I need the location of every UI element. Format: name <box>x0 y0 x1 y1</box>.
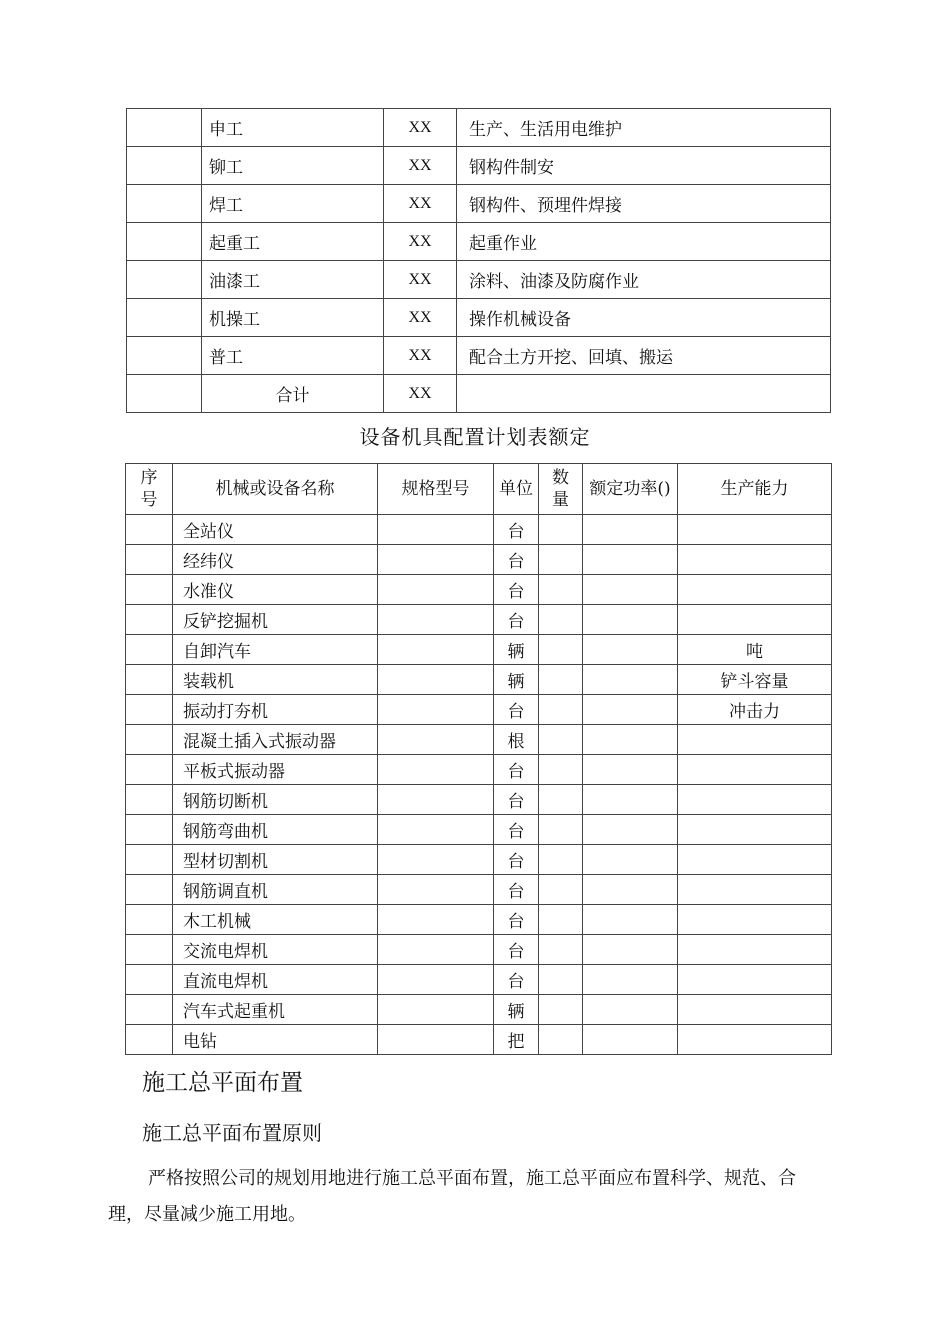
equipment-power <box>583 635 678 665</box>
table-row <box>126 725 832 755</box>
equipment-qty <box>539 635 583 665</box>
labor-type: 起重工 <box>202 223 384 261</box>
equipment-qty <box>539 515 583 545</box>
equipment-capacity <box>678 515 832 545</box>
equipment-power <box>583 575 678 605</box>
equipment-unit: 辆 <box>494 665 539 695</box>
equipment-capacity <box>678 575 832 605</box>
labor-empty-cell <box>127 223 202 261</box>
labor-qty: XX <box>384 223 457 261</box>
equipment-qty <box>539 845 583 875</box>
table-row <box>126 695 832 725</box>
equipment-model <box>378 605 494 635</box>
table-row <box>126 515 832 545</box>
table-row <box>126 1025 832 1055</box>
equipment-model <box>378 875 494 905</box>
section-heading: 施工总平面布置 <box>142 1070 303 1096</box>
equipment-model <box>378 575 494 605</box>
equipment-unit: 根 <box>494 725 539 755</box>
equipment-seq <box>126 935 173 965</box>
equipment-capacity <box>678 935 832 965</box>
equipment-qty <box>539 785 583 815</box>
labor-qty: XX <box>384 299 457 337</box>
equipment-capacity <box>678 605 832 635</box>
equipment-name: 钢筋切断机 <box>173 785 378 815</box>
labor-total-desc <box>457 375 831 413</box>
header-power: 额定功率() <box>583 464 678 515</box>
equipment-model <box>378 995 494 1025</box>
labor-empty-cell <box>127 375 202 413</box>
labor-empty-cell <box>127 299 202 337</box>
equipment-capacity: 冲击力 <box>678 695 832 725</box>
equipment-qty <box>539 965 583 995</box>
labor-type: 普工 <box>202 337 384 375</box>
table-row <box>126 875 832 905</box>
equipment-qty <box>539 665 583 695</box>
equipment-power <box>583 665 678 695</box>
table-row <box>127 261 831 299</box>
equipment-table-title: 设备机具配置计划表额定 <box>359 425 591 449</box>
equipment-seq <box>126 785 173 815</box>
equipment-power <box>583 965 678 995</box>
equipment-power <box>583 755 678 785</box>
equipment-capacity <box>678 785 832 815</box>
equipment-unit: 台 <box>494 515 539 545</box>
equipment-seq <box>126 725 173 755</box>
equipment-unit: 台 <box>494 935 539 965</box>
labor-qty: XX <box>384 261 457 299</box>
labor-empty-cell <box>127 147 202 185</box>
equipment-power <box>583 845 678 875</box>
equipment-capacity <box>678 755 832 785</box>
equipment-power <box>583 785 678 815</box>
equipment-model <box>378 935 494 965</box>
equipment-name: 电钻 <box>173 1025 378 1055</box>
equipment-power <box>583 695 678 725</box>
header-model: 规格型号 <box>378 464 494 515</box>
equipment-seq <box>126 515 173 545</box>
equipment-name: 全站仪 <box>173 515 378 545</box>
equipment-power <box>583 875 678 905</box>
labor-table-body <box>127 109 831 413</box>
equipment-seq <box>126 635 173 665</box>
labor-description: 钢构件制安 <box>457 147 831 185</box>
labor-empty-cell <box>127 185 202 223</box>
equipment-model <box>378 1025 494 1055</box>
header-qty: 数量 <box>539 464 583 515</box>
equipment-capacity <box>678 1025 832 1055</box>
equipment-seq <box>126 815 173 845</box>
equipment-qty <box>539 1025 583 1055</box>
equipment-qty <box>539 575 583 605</box>
table-row <box>127 185 831 223</box>
equipment-model <box>378 755 494 785</box>
equipment-seq <box>126 905 173 935</box>
equipment-name: 平板式振动器 <box>173 755 378 785</box>
equipment-name: 混凝土插入式振动器 <box>173 725 378 755</box>
equipment-header-row <box>126 464 832 515</box>
labor-type: 机操工 <box>202 299 384 337</box>
equipment-capacity: 吨 <box>678 635 832 665</box>
equipment-seq <box>126 1025 173 1055</box>
equipment-power <box>583 545 678 575</box>
labor-qty: XX <box>384 185 457 223</box>
equipment-unit: 台 <box>494 695 539 725</box>
header-capacity: 生产能力 <box>678 464 832 515</box>
equipment-model <box>378 545 494 575</box>
table-row <box>126 575 832 605</box>
equipment-seq <box>126 755 173 785</box>
equipment-qty <box>539 755 583 785</box>
table-row <box>126 815 832 845</box>
equipment-qty <box>539 605 583 635</box>
equipment-capacity <box>678 545 832 575</box>
equipment-seq <box>126 875 173 905</box>
equipment-name: 水准仪 <box>173 575 378 605</box>
equipment-seq <box>126 545 173 575</box>
table-row <box>126 755 832 785</box>
labor-type: 申工 <box>202 109 384 147</box>
equipment-qty <box>539 815 583 845</box>
labor-total-qty: XX <box>384 375 457 413</box>
equipment-model <box>378 785 494 815</box>
equipment-model <box>378 815 494 845</box>
equipment-table-body <box>126 515 832 1055</box>
labor-description: 钢构件、预埋件焊接 <box>457 185 831 223</box>
equipment-qty <box>539 875 583 905</box>
equipment-power <box>583 995 678 1025</box>
labor-empty-cell <box>127 109 202 147</box>
equipment-name: 振动打夯机 <box>173 695 378 725</box>
equipment-name: 装载机 <box>173 665 378 695</box>
table-row <box>126 845 832 875</box>
labor-type: 油漆工 <box>202 261 384 299</box>
equipment-name: 经纬仪 <box>173 545 378 575</box>
equipment-capacity <box>678 905 832 935</box>
equipment-power <box>583 1025 678 1055</box>
labor-empty-cell <box>127 337 202 375</box>
equipment-unit: 台 <box>494 965 539 995</box>
header-name: 机械或设备名称 <box>173 464 378 515</box>
equipment-qty <box>539 995 583 1025</box>
labor-description: 涂料、油漆及防腐作业 <box>457 261 831 299</box>
equipment-capacity <box>678 725 832 755</box>
table-row <box>126 665 832 695</box>
equipment-qty <box>539 905 583 935</box>
equipment-unit: 台 <box>494 605 539 635</box>
equipment-name: 木工机械 <box>173 905 378 935</box>
equipment-power <box>583 905 678 935</box>
equipment-capacity <box>678 875 832 905</box>
equipment-name: 钢筋调直机 <box>173 875 378 905</box>
equipment-model <box>378 515 494 545</box>
equipment-unit: 台 <box>494 785 539 815</box>
labor-type: 铆工 <box>202 147 384 185</box>
equipment-name: 直流电焊机 <box>173 965 378 995</box>
equipment-name: 汽车式起重机 <box>173 995 378 1025</box>
equipment-capacity: 铲斗容量 <box>678 665 832 695</box>
table-row <box>127 147 831 185</box>
equipment-name: 自卸汽车 <box>173 635 378 665</box>
header-unit: 单位 <box>494 464 539 515</box>
equipment-power <box>583 815 678 845</box>
equipment-capacity <box>678 995 832 1025</box>
table-row <box>126 605 832 635</box>
labor-total-row <box>127 375 831 413</box>
equipment-table <box>125 463 832 1055</box>
equipment-name: 反铲挖掘机 <box>173 605 378 635</box>
table-row <box>126 545 832 575</box>
equipment-unit: 台 <box>494 575 539 605</box>
equipment-seq <box>126 995 173 1025</box>
table-row <box>126 935 832 965</box>
table-row <box>126 905 832 935</box>
labor-qty: XX <box>384 337 457 375</box>
labor-qty: XX <box>384 147 457 185</box>
equipment-name: 交流电焊机 <box>173 935 378 965</box>
equipment-seq <box>126 965 173 995</box>
table-row <box>126 635 832 665</box>
subsection-heading: 施工总平面布置原则 <box>142 1121 322 1145</box>
labor-type: 焊工 <box>202 185 384 223</box>
equipment-unit: 辆 <box>494 635 539 665</box>
equipment-name: 钢筋弯曲机 <box>173 815 378 845</box>
equipment-power <box>583 935 678 965</box>
table-row <box>126 965 832 995</box>
equipment-model <box>378 695 494 725</box>
equipment-unit: 台 <box>494 815 539 845</box>
equipment-seq <box>126 605 173 635</box>
equipment-model <box>378 845 494 875</box>
table-row <box>127 299 831 337</box>
equipment-seq <box>126 845 173 875</box>
body-paragraph: 严格按照公司的规划用地进行施工总平面布置，施工总平面应布置科学、规范、合理，尽量减少施工用地。 <box>108 1168 796 1225</box>
equipment-model <box>378 965 494 995</box>
equipment-model <box>378 725 494 755</box>
equipment-unit: 台 <box>494 755 539 785</box>
labor-description: 操作机械设备 <box>457 299 831 337</box>
equipment-seq <box>126 665 173 695</box>
equipment-capacity <box>678 965 832 995</box>
equipment-model <box>378 665 494 695</box>
table-row <box>126 995 832 1025</box>
equipment-unit: 台 <box>494 905 539 935</box>
table-row <box>126 785 832 815</box>
labor-description: 生产、生活用电维护 <box>457 109 831 147</box>
table-row <box>127 223 831 261</box>
equipment-unit: 把 <box>494 1025 539 1055</box>
labor-total-label: 合计 <box>202 375 384 413</box>
equipment-power <box>583 605 678 635</box>
labor-description: 起重作业 <box>457 223 831 261</box>
equipment-power <box>583 515 678 545</box>
table-row <box>127 109 831 147</box>
labor-table <box>126 108 831 413</box>
equipment-qty <box>539 695 583 725</box>
labor-empty-cell <box>127 261 202 299</box>
equipment-model <box>378 635 494 665</box>
equipment-qty <box>539 725 583 755</box>
header-seq: 序号 <box>126 464 173 515</box>
equipment-unit: 台 <box>494 845 539 875</box>
equipment-model <box>378 905 494 935</box>
equipment-name: 型材切割机 <box>173 845 378 875</box>
labor-qty: XX <box>384 109 457 147</box>
equipment-seq <box>126 575 173 605</box>
equipment-unit: 台 <box>494 545 539 575</box>
equipment-power <box>583 725 678 755</box>
equipment-capacity <box>678 815 832 845</box>
equipment-qty <box>539 545 583 575</box>
equipment-unit: 台 <box>494 875 539 905</box>
labor-description: 配合土方开挖、回填、搬运 <box>457 337 831 375</box>
equipment-capacity <box>678 845 832 875</box>
equipment-unit: 辆 <box>494 995 539 1025</box>
equipment-qty <box>539 935 583 965</box>
equipment-seq <box>126 695 173 725</box>
table-row <box>127 337 831 375</box>
